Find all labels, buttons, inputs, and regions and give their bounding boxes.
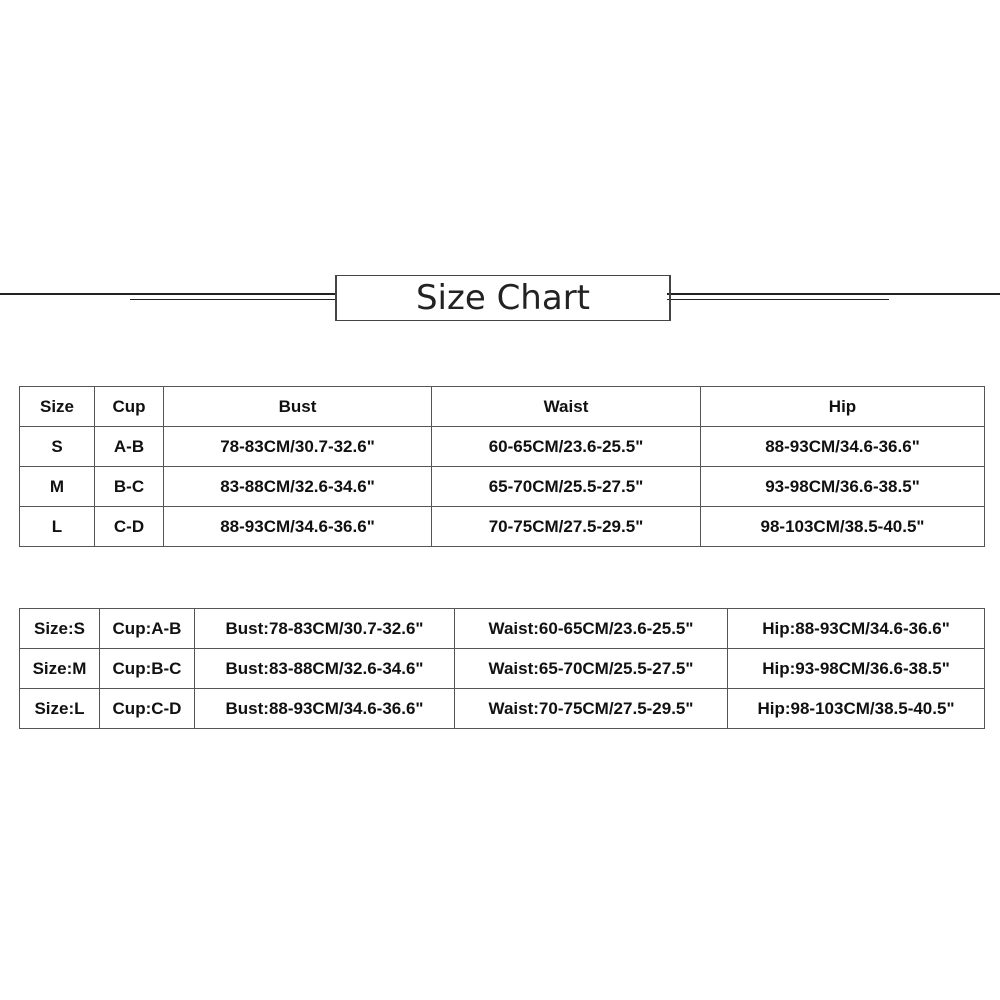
cell-waist: 60-65CM/23.6-25.5" bbox=[432, 427, 701, 467]
cell-waist: 70-75CM/27.5-29.5" bbox=[432, 507, 701, 547]
cell-cup: B-C bbox=[95, 467, 164, 507]
cell-bust: Bust:83-88CM/32.6-34.6" bbox=[195, 649, 455, 689]
cell-waist: 65-70CM/25.5-27.5" bbox=[432, 467, 701, 507]
table-row bbox=[20, 609, 985, 649]
cell-size: M bbox=[20, 467, 95, 507]
cell-cup: Cup:A-B bbox=[100, 609, 195, 649]
cell-bust: Bust:78-83CM/30.7-32.6" bbox=[195, 609, 455, 649]
header-hip: Hip bbox=[701, 387, 985, 427]
table-row bbox=[20, 467, 985, 507]
cell-cup: C-D bbox=[95, 507, 164, 547]
cell-waist: Waist:60-65CM/23.6-25.5" bbox=[455, 609, 728, 649]
cell-hip: 88-93CM/34.6-36.6" bbox=[701, 427, 985, 467]
cell-cup: Cup:C-D bbox=[100, 689, 195, 729]
page-title: Size Chart bbox=[415, 278, 591, 318]
cell-cup: A-B bbox=[95, 427, 164, 467]
table-header-row bbox=[20, 387, 985, 427]
table-row bbox=[20, 427, 985, 467]
right-short-rule bbox=[667, 299, 889, 300]
cell-hip: 93-98CM/36.6-38.5" bbox=[701, 467, 985, 507]
left-long-rule bbox=[0, 293, 335, 295]
size-table-labeled bbox=[19, 608, 985, 729]
cell-cup: Cup:B-C bbox=[100, 649, 195, 689]
title-frame bbox=[335, 275, 671, 321]
cell-bust: 83-88CM/32.6-34.6" bbox=[164, 467, 432, 507]
table-row bbox=[20, 689, 985, 729]
cell-size: Size:L bbox=[20, 689, 100, 729]
header-size: Size bbox=[20, 387, 95, 427]
cell-size: Size:M bbox=[20, 649, 100, 689]
cell-hip: Hip:98-103CM/38.5-40.5" bbox=[728, 689, 985, 729]
cell-waist: Waist:70-75CM/27.5-29.5" bbox=[455, 689, 728, 729]
size-table bbox=[19, 386, 985, 547]
cell-size: S bbox=[20, 427, 95, 467]
cell-hip: 98-103CM/38.5-40.5" bbox=[701, 507, 985, 547]
table-row bbox=[20, 507, 985, 547]
cell-waist: Waist:65-70CM/25.5-27.5" bbox=[455, 649, 728, 689]
header-bust: Bust bbox=[164, 387, 432, 427]
cell-hip: Hip:93-98CM/36.6-38.5" bbox=[728, 649, 985, 689]
table-row bbox=[20, 649, 985, 689]
header-waist: Waist bbox=[432, 387, 701, 427]
cell-hip: Hip:88-93CM/34.6-36.6" bbox=[728, 609, 985, 649]
cell-bust: 78-83CM/30.7-32.6" bbox=[164, 427, 432, 467]
cell-bust: Bust:88-93CM/34.6-36.6" bbox=[195, 689, 455, 729]
header-cup: Cup bbox=[95, 387, 164, 427]
cell-size: Size:S bbox=[20, 609, 100, 649]
left-short-rule bbox=[130, 299, 335, 300]
cell-size: L bbox=[20, 507, 95, 547]
cell-bust: 88-93CM/34.6-36.6" bbox=[164, 507, 432, 547]
right-long-rule bbox=[667, 293, 1000, 295]
